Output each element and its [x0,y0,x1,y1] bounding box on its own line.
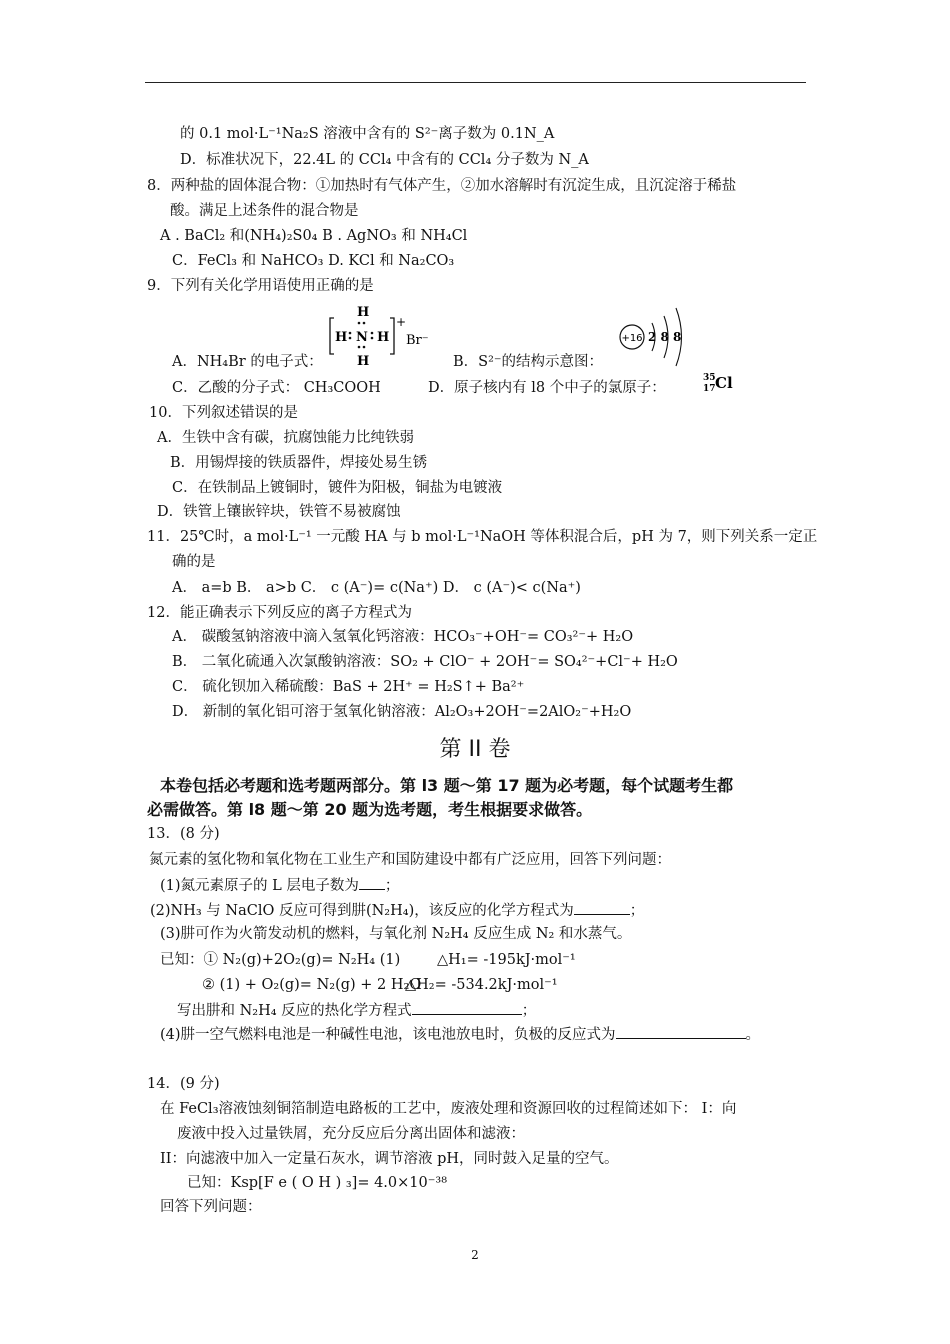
answer-blank[interactable] [616,1024,746,1039]
text-line: 回答下列问题： [160,1199,262,1215]
question-13-part-3: (3)肼可作为火箭发动机的燃料，与氧化剂 N₂H₄ 反应生成 N₂ 和水蒸气。 [160,926,632,942]
option-line: A． a=b B． a>b C． c (A⁻)= c(Na⁺) D． c (A⁻)< c(Na⁺) [172,580,581,596]
text-line: 确的是 [172,554,216,570]
part-text: (2)NH₃ 与 NaClO 反应可得到肼(N₂H₄)，该反应的化学方程式为 [150,903,574,919]
part-end: ； [521,1003,537,1019]
isotope-element: Cl [715,374,733,392]
text-line: 酸。满足上述条件的混合物是 [170,203,359,219]
isotope-atomic-number: 17 [703,384,716,394]
shell-electrons: 2 8 8 [648,330,682,344]
text-line: 已知：Ksp[F e ( O H ) ₃]= 4.0×10⁻³⁸ [187,1175,448,1191]
option-line: D．原子核内有 l8 个中子的氯原子： [428,380,666,396]
header-rule [145,82,806,83]
question-10: 10．下列叙述错误的是 [149,405,298,421]
text-line: II：向滤液中加入一定量石灰水，调节溶液 pH，同时鼓入足量的空气。 [160,1151,619,1167]
part-end: ； [384,878,400,894]
question-13-part-3b [177,1000,536,1021]
answer-blank[interactable] [359,875,385,890]
part-text: (1)氮元素原子的 L 层电子数为 [160,878,359,894]
option-line: C．FeCl₃ 和 NaHCO₃ D. KCl 和 Na₂CO₃ [172,253,455,269]
question-13-part-2 [150,900,644,921]
text-line: 氮元素的氢化物和氧化物在工业生产和国防建设中都有广泛应用，回答下列问题： [149,852,671,868]
text-line: D．标准状况下，22.4L 的 CCl₄ 中含有的 CCl₄ 分子数为 N_A [180,152,589,168]
enthalpy-1: △H₁= -195kJ·mol⁻¹ [437,952,576,968]
section-title: 第 II 卷 [439,737,511,762]
sulfide-ion-structure-diagram [614,296,694,376]
part-end: 。 [745,1027,761,1043]
question-12: 12．能正确表示下列反应的离子方程式为 [147,605,412,621]
page-number: 2 [471,1248,479,1262]
question-8: 8．两种盐的固体混合物：①加热时有气体产生，②加水溶解时有沉淀生成，且沉淀溶于稀盐 [147,178,737,194]
text-line: 的 0.1 mol·L⁻¹Na₂S 溶液中含有的 S²⁻离子数为 0.1N_A [180,126,555,142]
question-13-part-4 [160,1024,760,1045]
option-line: B．用锡焊接的铁质器件，焊接处易生锈 [170,455,428,471]
electron-formula-h-right: H [377,330,390,345]
option-line: A . BaCl₂ 和(NH₄)₂S0₄ B . AgNO₃ 和 NH₄Cl [160,228,468,244]
question-11: 11．25℃时，a mol·L⁻¹ 一元酸 HA 与 b mol·L⁻¹NaOH 等体积混合后，pH 为 7，则下列关系一定正 [147,529,818,545]
option-line: B．S²⁻的结构示意图： [453,354,604,370]
chlorine-isotope-symbol [701,368,741,396]
text-line: 在 FeCl₃溶液蚀刻铜箔制造电路板的工艺中，废液处理和资源回收的过程简述如下： I：向 [160,1101,737,1117]
electron-formula-h-bottom: H [357,354,370,369]
question-14-header: 14．(9 分) [147,1076,220,1092]
question-13-part-1 [160,875,399,896]
equation-1: 已知：① N₂(g)+2O₂(g)= N₂H₄ (1) [160,952,401,968]
section-instructions: 本卷包括必考题和选考题两部分。第 l3 题～第 17 题为必考题，每个试题考生都 [160,776,734,795]
option-line: D． 新制的氧化铝可溶于氢氧化钠溶液：Al₂O₃+2OH⁻=2AlO₂⁻+H₂O [172,704,632,720]
section-instructions: 必需做答。第 l8 题～第 20 题为选考题，考生根据要求做答。 [147,800,593,819]
part-end: ； [629,903,645,919]
ammonium-bromide-electron-formula [326,302,436,370]
equation-2: ② (1) + O₂(g)= N₂(g) + 2 H₂O [202,977,422,993]
answer-blank[interactable] [574,900,630,915]
electron-formula-n: N [356,330,368,345]
question-13-header: 13．(8 分) [147,826,220,842]
answer-blank[interactable] [412,1000,522,1015]
isotope-mass-number: 35 [703,373,716,383]
electron-formula-charge: + [396,315,407,329]
question-9: 9．下列有关化学用语使用正确的是 [147,278,374,294]
part-text: (4)肼一空气燃料电池是一种碱性电池，该电池放电时，负极的反应式为 [160,1027,616,1043]
electron-formula-h-top: H [357,305,370,320]
electron-formula-br: Br⁻ [406,333,429,348]
part-text: 写出肼和 N₂H₄ 反应的热化学方程式 [177,1003,412,1019]
option-line: A． 碳酸氢钠溶液中滴入氢氧化钙溶液：HCO₃⁻+OH⁻= CO₃²⁻+ H₂O [172,629,634,645]
option-line: A．生铁中含有碳，抗腐蚀能力比纯铁弱 [157,430,414,446]
text-line: 废液中投入过量铁屑，充分反应后分离出固体和滤液： [177,1126,525,1142]
option-line: C．乙酸的分子式： CH₃COOH [172,380,381,396]
option-line: C． 硫化钡加入稀硫酸：BaS + 2H⁺ = H₂S↑+ Ba²⁺ [172,679,525,695]
option-line: D．铁管上镶嵌锌块，铁管不易被腐蚀 [157,504,401,520]
enthalpy-2: △H₂= -534.2kJ·mol⁻¹ [405,977,558,993]
option-line: B． 二氧化硫通入次氯酸钠溶液：SO₂ + ClO⁻ + 2OH⁻= SO₄²⁻+Cl⁻+ H₂O [172,654,678,670]
nucleus-charge: +16 [621,333,643,344]
electron-formula-h-left: H [335,330,348,345]
option-line: C．在铁制品上镀铜时，镀件为阳极，铜盐为电镀液 [172,480,503,496]
option-line: A．NH₄Br 的电子式： [172,354,323,370]
